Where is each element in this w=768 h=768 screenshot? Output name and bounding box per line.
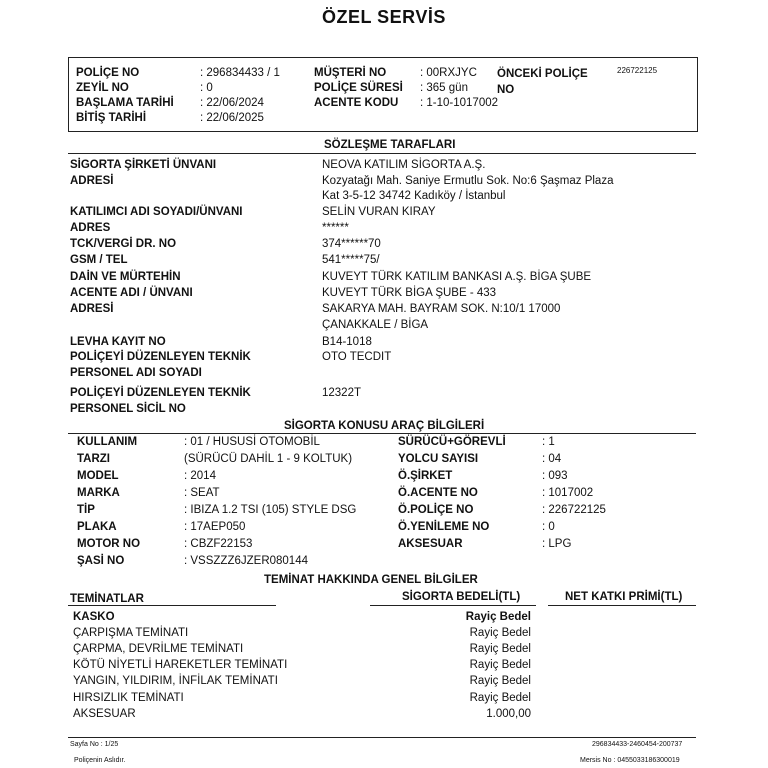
arac-heading: SİGORTA KONUSU ARAÇ BİLGİLERİ: [284, 420, 485, 432]
coverage-amount: Rayiç Bedel: [469, 692, 531, 704]
party-value: OTO TECDIT: [322, 351, 392, 363]
party-value: ******: [322, 222, 349, 234]
bitis-tarihi-value: : 22/06/2025: [200, 112, 264, 124]
vehicle-label: ŞASİ NO: [77, 555, 125, 567]
sayfa-no: Sayfa No : 1/25: [70, 741, 119, 748]
party-label: GSM / TEL: [70, 254, 128, 266]
col-underline: [370, 605, 536, 606]
acente-kodu-label: ACENTE KODU: [314, 97, 399, 109]
col-net-katki-primi: NET KATKI PRİMİ(TL): [565, 591, 683, 603]
coverage-name: KÖTÜ NİYETLİ HAREKETLER TEMİNATI: [73, 659, 288, 671]
col-underline: [68, 605, 276, 606]
party-value: NEOVA KATILIM SİGORTA A.Ş.: [322, 159, 486, 171]
coverage-name: ÇARPMA, DEVRİLME TEMİNATI: [73, 643, 244, 655]
coverage-amount: Rayiç Bedel: [469, 627, 531, 639]
vehicle-label: MARKA: [77, 487, 120, 499]
party-label: KATILIMCI ADI SOYADI/ÜNVANI: [70, 206, 243, 218]
vehicle-value: (SÜRÜCÜ DAHİL 1 - 9 KOLTUK): [184, 453, 353, 465]
party-label: DAİN VE MÜRTEHİN: [70, 271, 181, 283]
vehicle-label: Ö.YENİLEME NO: [398, 521, 490, 533]
police-asli: Poliçenin Aslıdır.: [74, 757, 126, 764]
onceki-police-label-no: NO: [497, 84, 515, 96]
party-value: Kozyatağı Mah. Saniye Ermutlu Sok. No:6 Şaşmaz Plaza: [322, 175, 614, 187]
col-sigorta-bedeli: SİGORTA BEDELİ(TL): [402, 591, 521, 603]
coverage-name: KASKO: [73, 611, 115, 623]
bitis-tarihi-label: BİTİŞ TARİHİ: [76, 112, 147, 124]
vehicle-value: : 01 / HUSUSİ OTOMOBİL: [184, 436, 320, 448]
vehicle-label: KULLANIM: [77, 436, 138, 448]
party-value: Kat 3-5-12 34742 Kadıköy / İstanbul: [322, 190, 506, 202]
coverage-name: YANGIN, YILDIRIM, İNFİLAK TEMİNATI: [73, 675, 278, 687]
party-label: POLİÇEYİ DÜZENLEYEN TEKNİK: [70, 351, 251, 363]
vehicle-value: : VSSZZZ6JZER080144: [184, 555, 308, 567]
section-divider: [68, 153, 696, 154]
coverage-amount: Rayiç Bedel: [469, 675, 531, 687]
police-suresi-label: POLİÇE SÜRESİ: [314, 82, 403, 94]
vehicle-label: AKSESUAR: [398, 538, 463, 550]
footer-divider: [68, 737, 696, 738]
col-underline: [548, 605, 696, 606]
party-label: POLİÇEYİ DÜZENLEYEN TEKNİK: [70, 387, 251, 399]
zeyil-no-value: : 0: [200, 82, 213, 94]
party-value: SAKARYA MAH. BAYRAM SOK. N:10/1 17000: [322, 303, 561, 315]
party-label: LEVHA KAYIT NO: [70, 336, 166, 348]
vehicle-value: : SEAT: [184, 487, 220, 499]
coverage-amount: 1.000,00: [486, 708, 531, 720]
vehicle-value: : 1: [542, 436, 555, 448]
party-value: ÇANAKKALE / BİGA: [322, 319, 429, 331]
baslama-tarihi-value: : 22/06/2024: [200, 97, 264, 109]
vehicle-value: : 093: [542, 470, 568, 482]
vehicle-value: : LPG: [542, 538, 572, 550]
police-suresi-value: : 365 gün: [420, 82, 468, 94]
police-no-label: POLİÇE NO: [76, 67, 140, 79]
vehicle-label: YOLCU SAYISI: [398, 453, 479, 465]
musteri-no-label: MÜŞTERİ NO: [314, 67, 387, 79]
musteri-no-value: : 00RXJYC: [420, 67, 477, 79]
coverage-name: HIRSIZLIK TEMİNATI: [73, 692, 184, 704]
party-label: ACENTE ADI / ÜNVANI: [70, 287, 193, 299]
vehicle-value: : CBZF22153: [184, 538, 253, 550]
party-label: ADRES: [70, 222, 111, 234]
party-value: KUVEYT TÜRK KATILIM BANKASI A.Ş. BİGA ŞUBE: [322, 271, 592, 283]
document-title: ÖZEL SERVİS: [322, 7, 446, 27]
vehicle-label: Ö.ŞİRKET: [398, 470, 453, 482]
vehicle-label: MOTOR NO: [77, 538, 141, 550]
sozlesme-heading: SÖZLEŞME TARAFLARI: [324, 139, 456, 151]
vehicle-value: : 1017002: [542, 487, 594, 499]
party-value: B14-1018: [322, 336, 372, 348]
teminat-heading: TEMİNAT HAKKINDA GENEL BİLGİLER: [264, 574, 478, 586]
vehicle-label: Ö.ACENTE NO: [398, 487, 478, 499]
party-label: ADRESİ: [70, 303, 114, 315]
vehicle-value: : 17AEP050: [184, 521, 246, 533]
vehicle-value: : 2014: [184, 470, 216, 482]
vehicle-label: Ö.POLİÇE NO: [398, 504, 474, 516]
party-value: 541*****75/: [322, 254, 380, 266]
coverage-name: AKSESUAR: [73, 708, 136, 720]
party-value: 12322T: [322, 387, 362, 399]
zeyil-no-label: ZEYİL NO: [76, 82, 129, 94]
doc-code: 296834433-2460454-200737: [592, 741, 683, 748]
col-teminatlar: TEMİNATLAR: [70, 593, 144, 605]
coverage-name: ÇARPIŞMA TEMİNATI: [73, 627, 189, 639]
vehicle-label: PLAKA: [77, 521, 117, 533]
party-label: PERSONEL ADI SOYADI: [70, 367, 202, 379]
coverage-amount: Rayiç Bedel: [465, 611, 531, 623]
vehicle-value: : 0: [542, 521, 555, 533]
party-value: SELİN VURAN KIRAY: [322, 206, 436, 218]
vehicle-label: MODEL: [77, 470, 119, 482]
party-label: ADRESİ: [70, 175, 114, 187]
vehicle-label: TARZI: [77, 453, 111, 465]
baslama-tarihi-label: BAŞLAMA TARİHİ: [76, 97, 174, 109]
mersis-no: Mersis No : 0455033186300019: [580, 757, 680, 764]
coverage-amount: Rayiç Bedel: [469, 659, 531, 671]
party-value: 374******70: [322, 238, 381, 250]
vehicle-label: TİP: [77, 504, 95, 516]
police-no-value: : 296834433 / 1: [200, 67, 280, 79]
party-label: PERSONEL SİCİL NO: [70, 403, 186, 415]
party-label: SİGORTA ŞİRKETİ ÜNVANI: [70, 159, 217, 171]
acente-kodu-value: : 1-10-1017002: [420, 97, 499, 109]
vehicle-value: : 04: [542, 453, 562, 465]
coverage-amount: Rayiç Bedel: [469, 643, 531, 655]
onceki-police-value: 226722125: [617, 66, 658, 75]
vehicle-value: : IBIZA 1.2 TSI (105) STYLE DSG: [184, 504, 357, 516]
vehicle-value: : 226722125: [542, 504, 606, 516]
onceki-police-label: ÖNCEKİ POLİÇE: [497, 68, 588, 80]
party-label: TCK/VERGİ DR. NO: [70, 238, 177, 250]
vehicle-label: SÜRÜCÜ+GÖREVLİ: [398, 436, 506, 448]
party-value: KUVEYT TÜRK BİGA ŞUBE - 433: [322, 287, 497, 299]
section-divider: [68, 433, 696, 434]
